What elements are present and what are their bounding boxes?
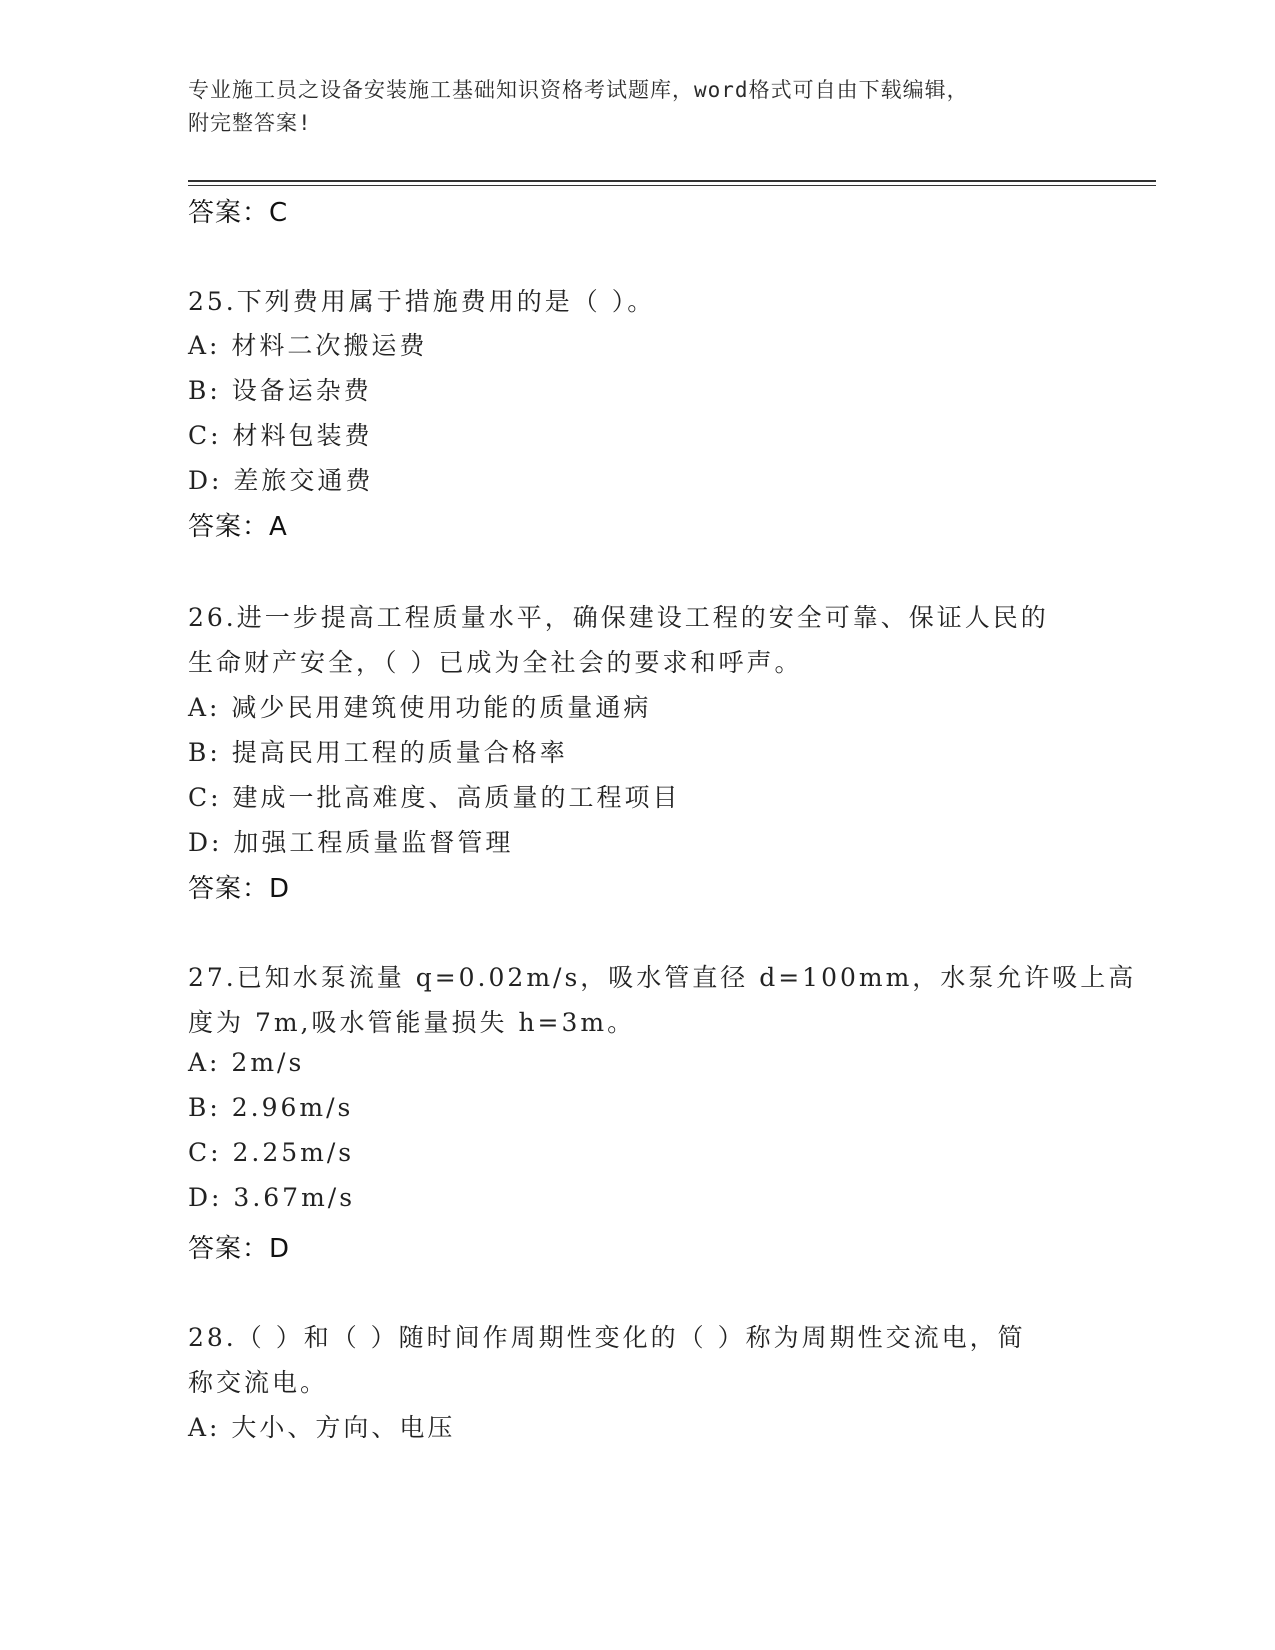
q27-option-c: C: 2.25m/s: [188, 1138, 355, 1167]
q25-option-b: B: 设备运杂费: [188, 376, 372, 405]
header-rule-thin: [188, 185, 1156, 186]
q27-stem-line-1: 27.已知水泵流量 q=0.02m/s，吸水管直径 d=100mm，水泵允许吸上高: [188, 963, 1137, 992]
q25-stem: 25.下列费用属于措施费用的是（ ）。: [188, 287, 656, 316]
header-rule-thick: [188, 180, 1156, 182]
document-header: [188, 74, 1068, 140]
header-line-1: 专业施工员之设备安装施工基础知识资格考试题库，word格式可自由下载编辑，: [188, 78, 969, 102]
q26-stem-line-1: 26.进一步提高工程质量水平，确保建设工程的安全可靠、保证人民的: [188, 603, 1049, 632]
q25-answer: 答案：A: [188, 512, 288, 542]
q26-stem-line-2: 生命财产安全，（ ）已成为全社会的要求和呼声。: [188, 648, 803, 677]
q26-option-d: D: 加强工程质量监督管理: [188, 828, 514, 857]
q26-option-c: C: 建成一批高难度、高质量的工程项目: [188, 783, 681, 812]
q25-option-c: C: 材料包装费: [188, 421, 373, 450]
q27-answer: 答案：D: [188, 1234, 291, 1264]
q26-option-a: A: 减少民用建筑使用功能的质量通病: [188, 693, 652, 722]
previous-answer: 答案：C: [188, 198, 289, 228]
q28-stem-line-2: 称交流电。: [188, 1368, 329, 1397]
header-line-2: 附完整答案!: [188, 111, 312, 135]
q27-option-d: D: 3.67m/s: [188, 1183, 356, 1212]
q27-option-a: A: 2m/s: [188, 1048, 305, 1077]
q28-stem-line-1: 28.（ ）和（ ）随时间作周期性变化的（ ）称为周期性交流电，简: [188, 1323, 1026, 1352]
q27-stem-line-2: 度为 7m,吸水管能量损失 h=3m。: [188, 1008, 636, 1037]
q26-option-b: B: 提高民用工程的质量合格率: [188, 738, 568, 767]
q25-option-a: A: 材料二次搬运费: [188, 331, 428, 360]
q25-option-d: D: 差旅交通费: [188, 466, 374, 495]
q26-answer: 答案：D: [188, 874, 291, 904]
q28-option-a: A: 大小、方向、电压: [188, 1413, 456, 1442]
q27-option-b: B: 2.96m/s: [188, 1093, 354, 1122]
